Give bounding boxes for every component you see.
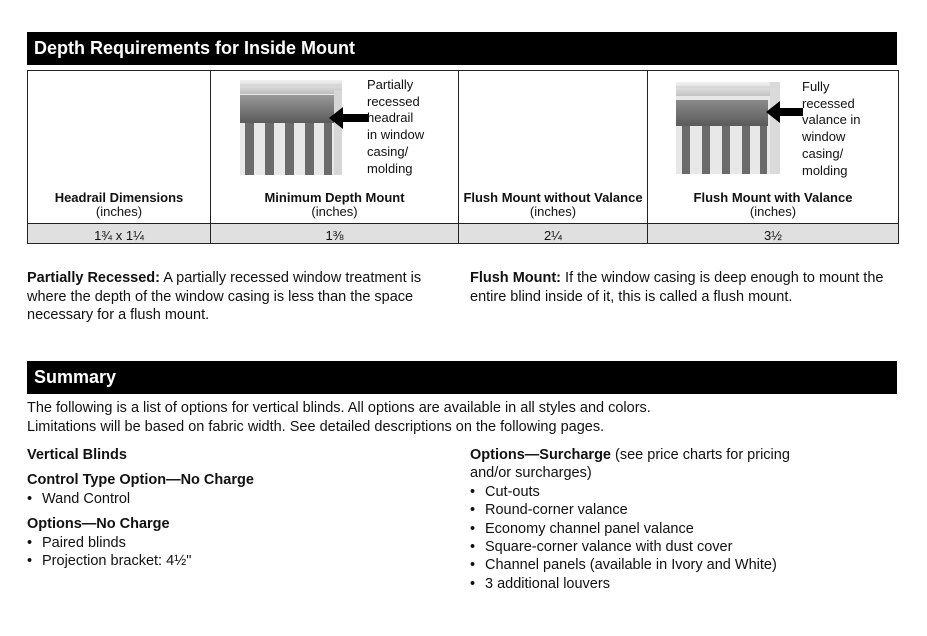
summary-right-column bbox=[470, 446, 810, 593]
control-type-heading: Control Type Option—No Charge bbox=[27, 472, 254, 489]
column-unit: (inches) bbox=[311, 204, 358, 219]
flush-mount-definition: Flush Mount: If the window casing is deep enough to mount the entire blind inside of it, this is called a flush mount. bbox=[470, 270, 884, 305]
surcharge-list bbox=[470, 483, 810, 593]
column-unit: (inches) bbox=[95, 204, 143, 219]
column-title: Minimum Depth Mount bbox=[264, 190, 405, 205]
list-item: • 3 additional louvers bbox=[470, 575, 810, 593]
arrow-left-icon bbox=[329, 107, 371, 129]
full-recess-note: Fully recessed valance in window casing/ molding bbox=[802, 79, 861, 178]
arrow-left-icon bbox=[766, 101, 804, 123]
depth-requirements-table bbox=[27, 70, 899, 244]
partial-recess-note: Partially recessed headrail in window casing/ molding bbox=[367, 77, 425, 176]
header-cell-headrail bbox=[28, 71, 211, 224]
header-cell-flush-with-valance bbox=[648, 71, 899, 224]
no-charge-list bbox=[27, 534, 447, 571]
surcharge-heading: Options—Surcharge (see price charts for pricing and/or surcharges) bbox=[470, 447, 790, 482]
value-cell: 1⅜ bbox=[211, 224, 459, 244]
no-charge-heading: Options—No Charge bbox=[27, 516, 170, 533]
value-cell: 3½ bbox=[648, 224, 899, 244]
list-item: • Channel panels (available in Ivory and White) bbox=[470, 556, 810, 574]
summary-title: Summary bbox=[27, 361, 897, 394]
column-title: Flush Mount with Valance bbox=[693, 190, 853, 205]
list-item: • Economy channel panel valance bbox=[470, 520, 810, 538]
column-title: Flush Mount without Valance bbox=[463, 190, 643, 205]
header-cell-minimum-depth bbox=[211, 71, 459, 224]
depth-section-title: Depth Requirements for Inside Mount bbox=[27, 32, 897, 65]
column-unit: (inches) bbox=[529, 204, 577, 219]
list-item: • Paired blinds bbox=[27, 534, 447, 552]
list-item: • Wand Control bbox=[27, 490, 447, 508]
value-cell: 2¼ bbox=[459, 224, 648, 244]
control-type-list bbox=[27, 490, 447, 508]
partial-recess-definition: Partially Recessed: A partially recessed window treatment is where the depth of the window casing is less than the space necessary for a flush mount. bbox=[27, 270, 422, 323]
product-heading: Vertical Blinds bbox=[27, 447, 127, 463]
column-title: Headrail Dimensions bbox=[54, 190, 184, 205]
list-item: • Projection bracket: 4½" bbox=[27, 552, 447, 570]
summary-intro: The following is a list of options for vertical blinds. All options are available in all styles and colors. Limitations will be based on fabric width. See detailed descriptions on the following pages. bbox=[27, 400, 651, 435]
column-unit: (inches) bbox=[749, 204, 797, 219]
value-cell: 1¾ x 1¼ bbox=[28, 224, 211, 244]
summary-left-column bbox=[27, 446, 447, 570]
header-cell-flush-no-valance bbox=[459, 71, 648, 224]
full-recess-illustration bbox=[676, 82, 780, 174]
list-item: • Round-corner valance bbox=[470, 501, 810, 519]
list-item: • Square-corner valance with dust cover bbox=[470, 538, 810, 556]
list-item: • Cut-outs bbox=[470, 483, 810, 501]
